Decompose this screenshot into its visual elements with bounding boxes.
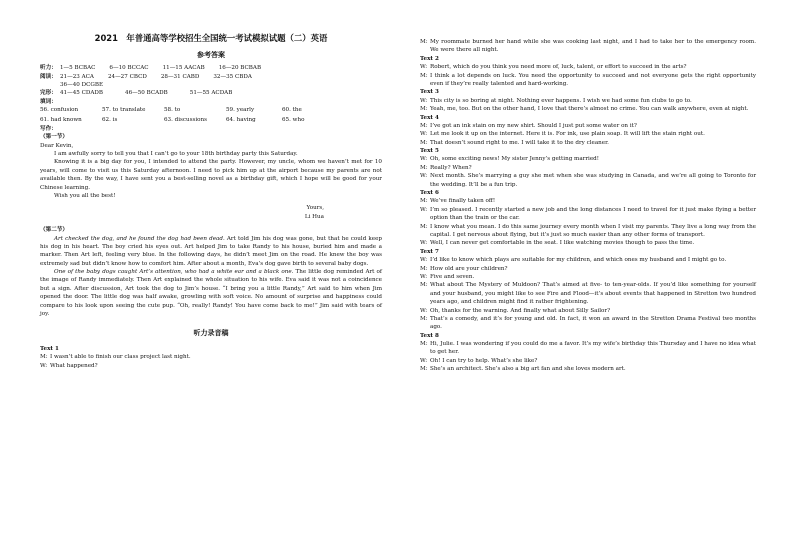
speaker: W:: [420, 307, 428, 314]
dialogue-line: [420, 97, 756, 105]
fill-item: 57. to translate: [102, 107, 146, 114]
listening-label: 听力：: [40, 65, 57, 72]
text-label: Text 7: [420, 248, 439, 255]
speaker: M:: [420, 265, 428, 272]
letter-paragraph: I am awfully sorry to tell you that I can’t go to your 18th birthday party this Saturday.: [54, 151, 298, 158]
fill-item: 60. the: [282, 107, 302, 114]
dialogue-line: [420, 256, 756, 264]
utterance: Let me look it up on the internet. Here it is. For ink, use plain soap. It will lift the stain right out.: [430, 131, 705, 138]
dialogue-line: [420, 172, 756, 189]
dialogue-line: [420, 315, 756, 332]
speaker: W:: [420, 173, 428, 180]
speaker: W:: [40, 362, 48, 369]
speaker: W:: [420, 273, 428, 280]
letter-paragraph: Wish you all the best!: [54, 192, 116, 199]
utterance: What happened?: [50, 362, 98, 369]
text-label: Text 3: [420, 89, 439, 96]
utterance: What about The Mystery of Muldoon? That’s aimed at five- to ten-year-olds. If you’d like something for yourself and your husband, you might like to see Fire and Flood—it’s about events that happened in Stretton two hundred years ago, and children might find it rather frightening.: [430, 282, 756, 306]
dialogue-line: [420, 365, 756, 373]
story-text: Art told Jim his dog was gone, but that he could keep his dog in his heart. The boy cried his eyes out. Art helped Jim to take Randy to his house, buried him and made a marker. Then Art left, feeling very blue. In the following days, he didn’t meet Jim on the road. He knew the boy was extremely sad but didn’t know how to comfort him. After about a month, Eva’s dog gave birth to several baby dogs.: [40, 235, 383, 267]
utterance: Hi, Julie. I was wondering if you could do me a favor. It’s my wife’s birthday this Thursday and I have no idea what to get her.: [430, 341, 756, 356]
fill-label: 填词：: [40, 98, 57, 105]
dialogue-line: [420, 223, 756, 240]
dialogue-line: [40, 353, 382, 361]
utterance: Really? When?: [430, 164, 472, 171]
dialogue-line: [420, 38, 756, 55]
speaker: W:: [420, 64, 428, 71]
text-label: Text 1: [40, 345, 59, 352]
fill-item: 56. confusion: [40, 107, 79, 114]
answer-group: 1—5 BCBAC: [60, 65, 96, 72]
utterance: Oh! I can try to help. What’s she like?: [430, 357, 538, 364]
answer-group: 11—15 AACAB: [162, 65, 205, 72]
transcript-heading: 听力录音稿: [193, 329, 229, 338]
dialogue-line: [420, 72, 756, 89]
dialogue-line: [420, 155, 756, 163]
dialogue-line: [420, 164, 756, 172]
right-column: [420, 38, 756, 374]
text-label: Text 8: [420, 332, 439, 339]
letter-greeting: Dear Kevin,: [40, 142, 74, 149]
text-label: Text 6: [420, 190, 439, 197]
speaker: W:: [420, 240, 428, 247]
speaker: M:: [420, 315, 428, 322]
speaker: M:: [420, 72, 428, 79]
fill-answers: [40, 106, 382, 125]
story-paragraph: [40, 268, 382, 318]
utterance: We’ve finally taken off!: [430, 198, 496, 205]
dialogue-line: [420, 130, 756, 138]
utterance: How old are your children?: [430, 265, 508, 272]
utterance: Well, I can never get comfortable in the seat. I like watching movies though to pass the time.: [430, 240, 695, 247]
story-opening-sentence: One of the baby dogs caught Art’s attention, who had a white ear and a black one.: [54, 269, 294, 276]
dialogue-line: [420, 340, 756, 357]
speaker: M:: [420, 198, 428, 205]
fill-item: 58. to: [164, 107, 181, 114]
utterance: I’ve got an ink stain on my new shirt. Should I just put some water on it?: [430, 122, 637, 129]
dialogue-line: [420, 63, 756, 71]
dialogue-line: [420, 281, 756, 306]
page-title: 2021 年普通高等学校招生全国统一考试模拟试题（二）英语: [94, 33, 328, 43]
speaker: W:: [420, 206, 428, 213]
dialogue-line: [420, 265, 756, 273]
speaker: M:: [420, 341, 428, 348]
speaker: M:: [40, 354, 48, 361]
answer-group: 21—23 ACA: [60, 73, 94, 80]
letter-closing: Yours,: [306, 205, 324, 212]
speaker: M:: [420, 39, 428, 45]
dialogue-line: [420, 105, 756, 113]
fill-item: 59. yearly: [226, 107, 255, 114]
dialogue-line: [420, 357, 756, 365]
reading-answers: [40, 73, 382, 81]
left-column: [40, 32, 382, 370]
utterance: Five and seven.: [430, 273, 475, 280]
utterance: I think a lot depends on luck. You need the opportunity to succeed and not everyone gets the right opportunity even if they’re really talented and hard-working.: [430, 72, 756, 87]
speaker: M:: [420, 139, 428, 146]
dialogue-line: [420, 239, 756, 247]
dialogue-line: [420, 139, 756, 147]
utterance: My roommate burned her hand while she was cooking last night, and I had to take her to the emergency room. We were there all night.: [430, 39, 756, 54]
writing-label: 写作：: [40, 125, 57, 132]
utterance: I’d like to know which plays are suitable for my children, and which ones my husband and I might go to.: [430, 257, 727, 264]
dialogue-line: [420, 122, 756, 130]
dialogue-line: [40, 362, 382, 370]
speaker: M:: [420, 282, 428, 289]
utterance: She’s an architect. She’s also a big art fan and she loves modern art.: [430, 366, 626, 373]
dialogue-line: [420, 197, 756, 205]
reading-label: 阅读：: [40, 73, 57, 80]
utterance: Yeah, me, too. But on the other hand, I love that there’s almost no crime. You can walk anywhere, even at night.: [430, 106, 749, 113]
utterance: I wasn’t able to finish our class project last night.: [50, 354, 191, 361]
utterance: Oh, thanks for the warning. And finally what about Silly Sailor?: [430, 307, 611, 314]
fill-item: 65. who: [282, 117, 305, 124]
speaker: W:: [420, 257, 428, 264]
listening-answers: [40, 64, 382, 72]
utterance: Next month. She’s marrying a guy she met when she was studying in Canada, and we’re all going to Toronto for the wedding. It’ll be a fun trip.: [430, 173, 756, 188]
fill-item: 61. had known: [40, 117, 82, 124]
answer-group: 28—31 CABD: [160, 73, 200, 80]
answer-group: 51—55 ACDAB: [189, 90, 233, 97]
speaker: W:: [420, 156, 428, 163]
cloze-answers: [40, 89, 382, 97]
utterance: That’s a comedy, and it’s for young and old. In fact, it won an award in the Stretton Drama Festival two months ago.: [430, 315, 756, 331]
answer-group: 46—50 BCADB: [125, 90, 168, 97]
speaker: W:: [420, 131, 428, 138]
answer-group: 16—20 BCBAB: [218, 65, 262, 72]
speaker: M:: [420, 122, 428, 129]
speaker: W:: [420, 97, 428, 104]
utterance: I know what you mean. I do this same journey every month when I visit my parents. They live a long way from the capital. I get nervous about flying, but it’s just so much easier than any other forms of transport.: [430, 223, 756, 238]
utterance: That doesn’t sound right to me. I will take it to the dry cleaner.: [430, 139, 609, 146]
fill-item: 62. is: [102, 117, 118, 124]
reading-answers-continued: 36—40 DCGBE: [60, 81, 104, 88]
utterance: This city is so boring at night. Nothing ever happens. I wish we had some fun clubs to go to.: [430, 97, 692, 104]
text-label: Text 5: [420, 148, 439, 155]
speaker: M:: [420, 106, 428, 113]
text-label: Text 2: [420, 55, 439, 62]
letter-signature: Li Hua: [304, 213, 324, 220]
answer-group: 24—27 CBCD: [107, 73, 147, 80]
speaker: M:: [420, 366, 428, 373]
writing-part2-title: （第二节）: [40, 227, 68, 234]
answer-key-heading: 参考答案: [197, 50, 225, 59]
writing-part1-title: （第一节）: [40, 134, 68, 141]
dialogue-line: [420, 206, 756, 223]
letter-paragraph: Knowing it is a big day for you, I intended to attend the party. However, my uncle, whom we haven’t met for 10 years, will come to visit us this Saturday afternoon. I need to pick him up at the airport because my parents are not available then. By the way, I have sent you a best-selling novel as a birthday gift, which I hope will be good for your Chinese learning.: [40, 159, 382, 191]
story-opening-sentence: Art checked the dog, and he found the dog had been dead.: [54, 235, 225, 242]
answer-group: 6—10 BCCAC: [109, 65, 149, 72]
utterance: Robert, which do you think you need more of, luck, talent, or effort to succeed in the arts?: [430, 64, 687, 71]
cloze-label: 完形：: [40, 90, 57, 97]
utterance: I’m so pleased. I recently started a new job and the long distances I need to travel for it just make flying a better option than the train or the car.: [430, 206, 756, 222]
answer-group: 32—35 CBDA: [213, 73, 252, 80]
fill-item: 64. having: [226, 117, 256, 124]
answer-group: 41—45 CDADB: [60, 90, 104, 97]
dialogue-line: [420, 307, 756, 315]
utterance: Oh, some exciting news! My sister Jenny’s getting married!: [430, 156, 599, 163]
speaker: W:: [420, 357, 428, 364]
text-label: Text 4: [420, 114, 439, 121]
speaker: M:: [420, 164, 428, 171]
story-paragraph: [40, 235, 382, 269]
story-text: The little dog reminded Art of the image of Randy immediately. Then Art explained the whole situation to his wife. Eva said it was not a coincidence but a sign. After discussion, Art took the dog to Jim’s house. “I bring you a little Randy,” Art said to him when Jim opened the door. The little dog was half awake, growling with soft voice. No amount of surprise and happiness could compare to his look upon seeing the cute pup. “Oh, really! Randy! You have come back to me!” Jim said with tears of joy.: [40, 269, 382, 318]
dialogue-line: [420, 273, 756, 281]
fill-item: 63. discussions: [164, 117, 208, 124]
speaker: M:: [420, 223, 428, 230]
